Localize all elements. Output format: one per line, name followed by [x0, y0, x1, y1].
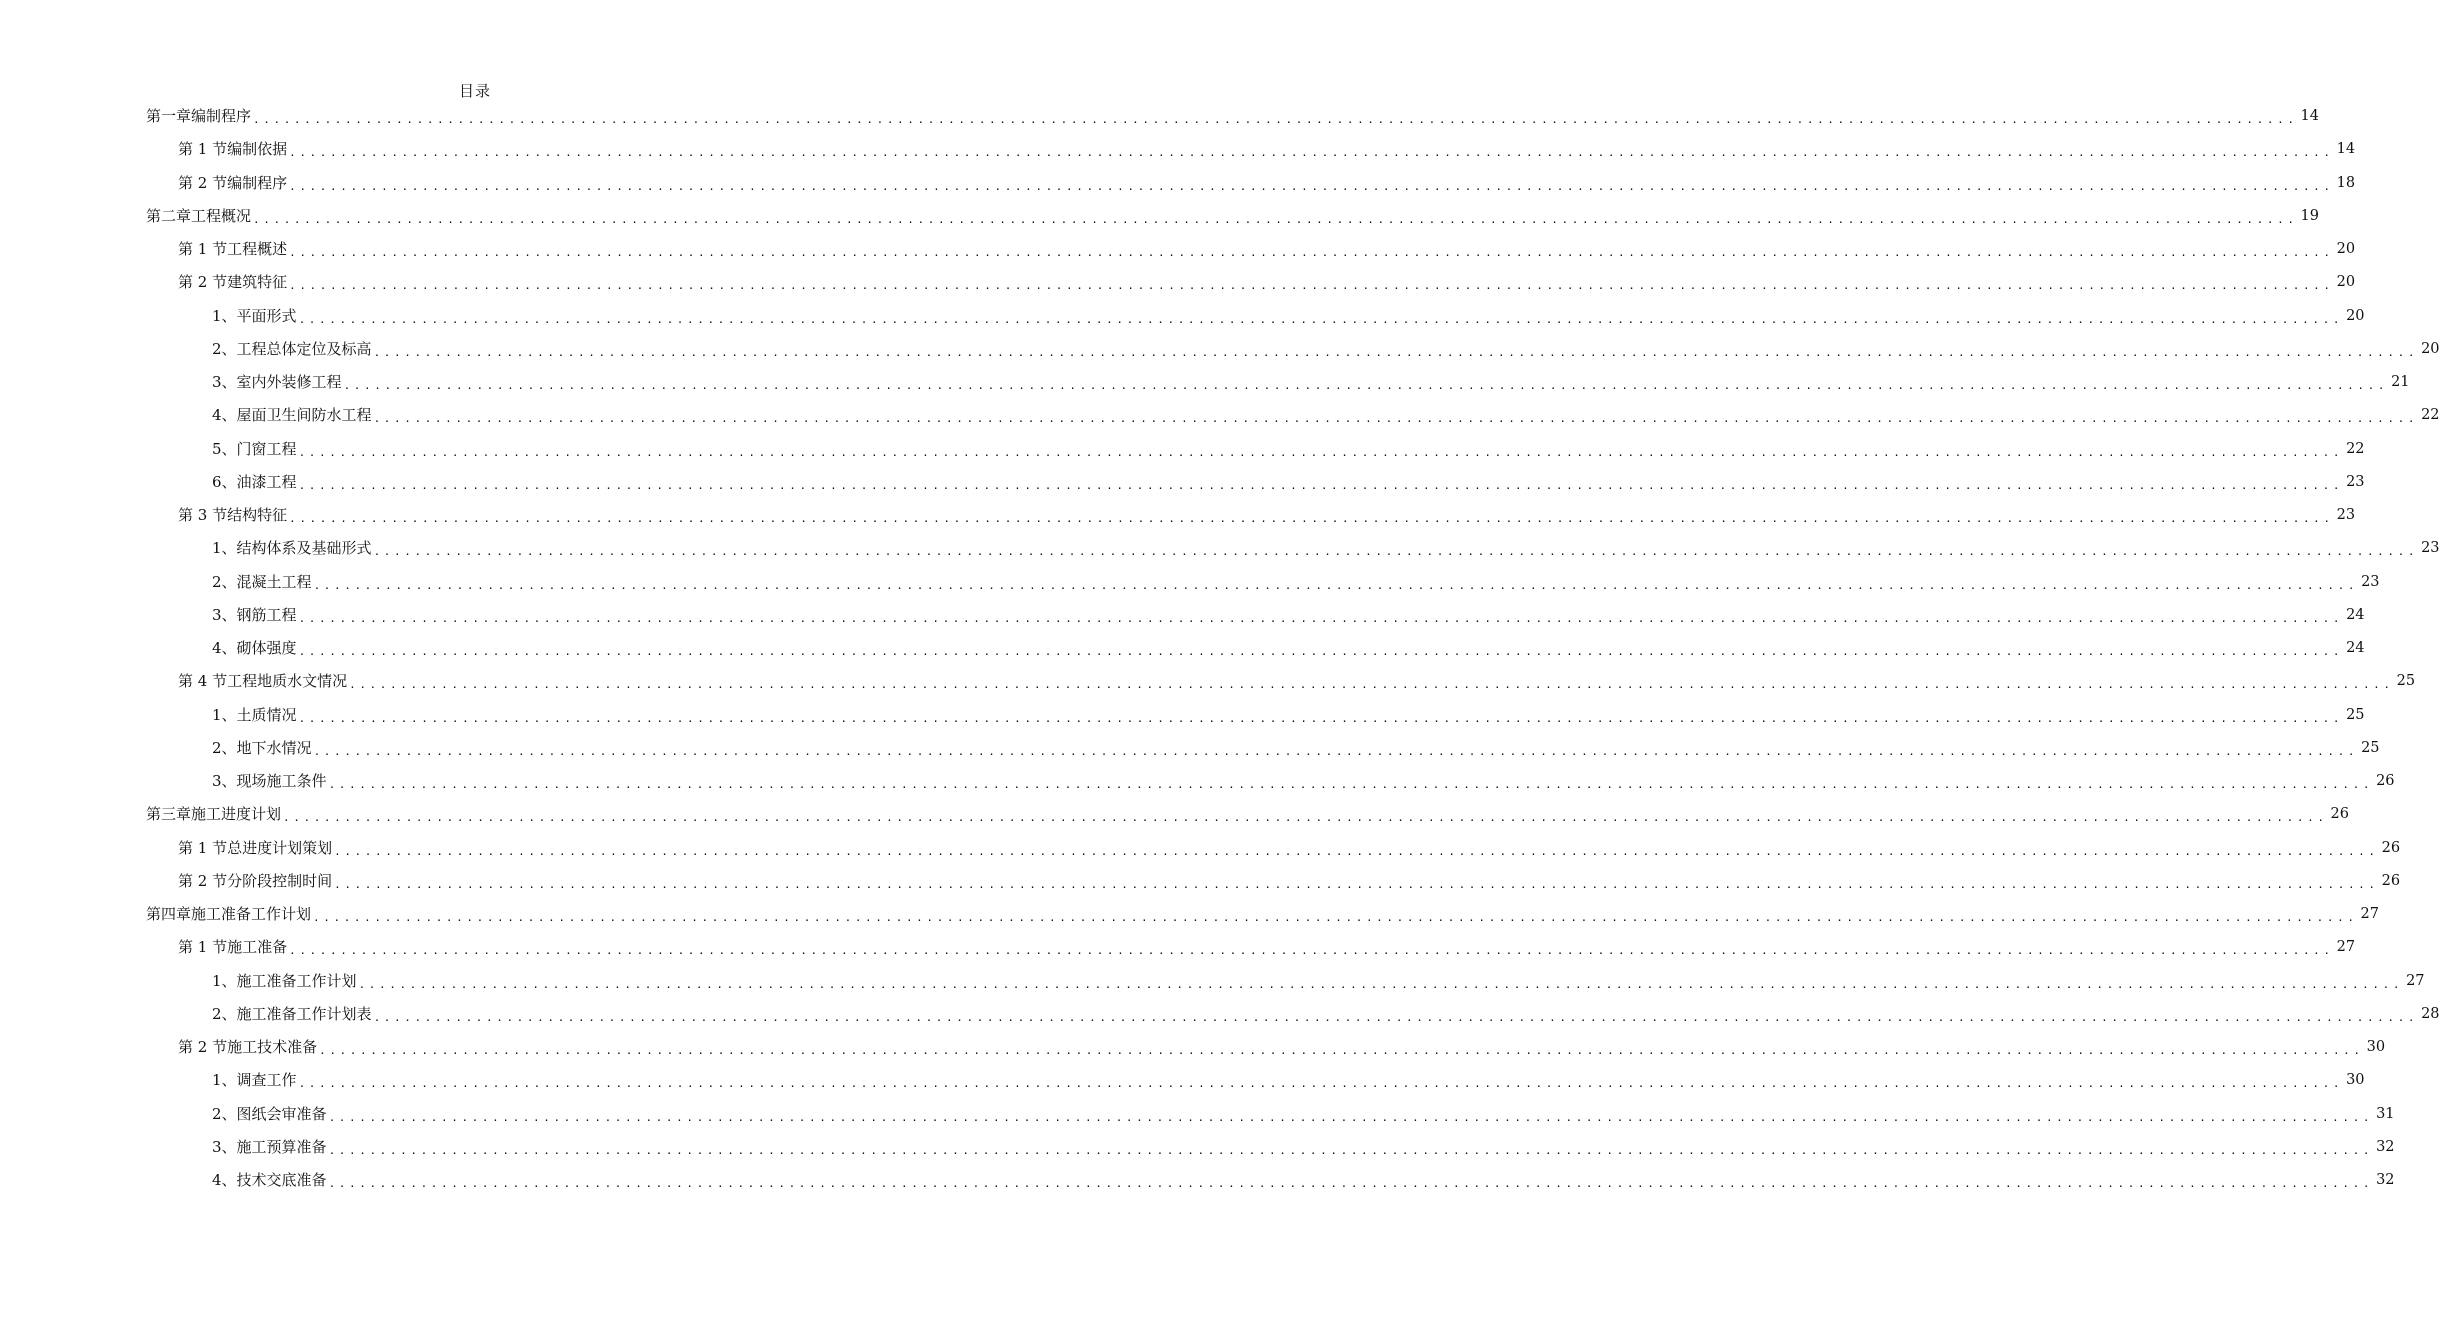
toc-entry[interactable]	[178, 665, 2416, 698]
toc-entry-page: 26	[2381, 839, 2401, 856]
toc-entry-number: 1、	[212, 306, 237, 325]
toc-entry-label: 编制程序	[227, 173, 288, 192]
toc-entry-number: 3、	[212, 373, 237, 391]
toc-entry-label: 工程地质水文情况	[227, 672, 348, 691]
toc-entry-page: 23	[2336, 507, 2356, 523]
toc-entry-label: 平面形式	[236, 306, 297, 325]
toc-entry-page: 19	[2300, 207, 2319, 224]
toc-entry[interactable]	[212, 632, 2365, 665]
toc-entry-number: 6、	[212, 472, 237, 491]
toc-leader-dots: ........................................................................................................................................................................................................	[373, 545, 2419, 559]
toc-leader-dots: ........................................................................................................................................................................................................	[289, 944, 2334, 958]
toc-entry[interactable]	[212, 599, 2365, 632]
toc-leader-dots: ........................................................................................................................................................................................................	[298, 711, 2344, 725]
toc-entry[interactable]	[178, 931, 2356, 964]
toc-entry-label: 结构特征	[227, 506, 288, 524]
toc-entry-page: 14	[2336, 141, 2356, 158]
toc-entry-label: 门窗工程	[236, 439, 297, 458]
toc-entry-number: 第 2 节	[178, 273, 228, 292]
toc-entry-page: 20	[2346, 307, 2365, 324]
toc-leader-dots: ........................................................................................................................................................................................................	[328, 778, 2374, 791]
toc-entry-label: 施工准备	[227, 938, 288, 957]
toc-entry-number: 3、	[212, 605, 237, 624]
toc-entry-label: 室内外装修工程	[236, 373, 342, 391]
toc-entry-label: 工程概况	[191, 206, 252, 225]
toc-entry[interactable]	[178, 233, 2356, 266]
toc-entry-label: 混凝土工程	[236, 572, 312, 591]
toc-entry-number: 2、	[212, 572, 237, 591]
toc-entry-number: 4、	[212, 1171, 237, 1189]
toc-entry[interactable]	[178, 167, 2356, 200]
toc-entry-page: 25	[2361, 739, 2380, 756]
toc-entry-page: 23	[2361, 573, 2380, 590]
toc-entry-page: 22	[2421, 407, 2440, 424]
toc-entry-number: 第 2 节	[178, 1038, 228, 1056]
toc-entry[interactable]	[212, 1131, 2395, 1164]
toc-leader-dots: ........................................................................................................................................................................................................	[358, 977, 2404, 991]
toc-entry-number: 第 1 节	[178, 838, 228, 857]
toc-leader-dots: ........................................................................................................................................................................................................	[289, 246, 2334, 259]
toc-entry[interactable]	[146, 898, 2379, 931]
toc-entry-page: 20	[2336, 241, 2356, 257]
toc-entry-number: 第 1 节	[178, 240, 228, 258]
toc-entry-number: 2、	[212, 339, 237, 358]
toc-entry[interactable]	[178, 1031, 2386, 1064]
toc-entry-number: 第 1 节	[178, 140, 228, 159]
toc-leader-dots: ........................................................................................................................................................................................................	[313, 911, 2358, 924]
toc-entry[interactable]	[178, 499, 2356, 532]
toc-leader-dots: ........................................................................................................................................................................................................	[298, 611, 2344, 625]
toc-entry-page: 26	[2330, 806, 2349, 823]
toc-leader-dots: ........................................................................................................................................................................................................	[373, 1010, 2419, 1024]
toc-entry[interactable]	[178, 832, 2401, 865]
toc-entry-label: 施工准备工作计划	[191, 905, 312, 923]
toc-entry-page: 24	[2346, 640, 2365, 656]
toc-leader-dots: ........................................................................................................................................................................................................	[298, 478, 2344, 492]
toc-entry-page: 32	[2376, 1138, 2395, 1155]
toc-entry-label: 工程总体定位及标高	[236, 339, 372, 358]
toc-entry-number: 第三章	[146, 805, 192, 824]
toc-entry-label: 施工技术准备	[227, 1038, 318, 1056]
toc-entry-page: 24	[2346, 606, 2365, 623]
toc-leader-dots: ........................................................................................................................................................................................................	[313, 744, 2359, 758]
toc-entry-label: 分阶段控制时间	[227, 871, 333, 890]
toc-entry[interactable]	[212, 333, 2440, 366]
toc-entry-label: 土质情况	[236, 705, 297, 724]
toc-entry-page: 21	[2391, 374, 2410, 390]
toc-entry-label: 建筑特征	[227, 273, 288, 292]
toc-entry-page: 18	[2336, 174, 2356, 191]
toc-entry[interactable]	[212, 532, 2440, 565]
toc-entry-page: 25	[2346, 706, 2365, 723]
toc-leader-dots: ........................................................................................................................................................................................................	[298, 1077, 2344, 1091]
toc-leader-dots: ........................................................................................................................................................................................................	[349, 678, 2394, 692]
toc-leader-dots: ........................................................................................................................................................................................................	[313, 578, 2359, 592]
toc-leader-dots: ........................................................................................................................................................................................................	[328, 1110, 2374, 1124]
toc-entry-page: 23	[2421, 540, 2440, 557]
toc-entry-label: 编制程序	[191, 107, 252, 125]
toc-entry-page: 32	[2376, 1172, 2395, 1188]
toc-entry-page: 27	[2406, 972, 2425, 989]
toc-entry-number: 1、	[212, 971, 237, 990]
toc-entry[interactable]	[212, 366, 2410, 399]
toc-entry[interactable]	[212, 965, 2425, 998]
toc-entry-label: 施工进度计划	[191, 805, 282, 824]
toc-entry-number: 第 2 节	[178, 871, 228, 890]
toc-entry-number: 第 3 节	[178, 506, 228, 524]
toc-entry[interactable]	[212, 300, 2365, 333]
toc-entry-page: 23	[2346, 473, 2365, 490]
toc-leader-dots: ........................................................................................................................................................................................................	[289, 179, 2334, 193]
toc-leader-dots: ........................................................................................................................................................................................................	[253, 113, 2298, 126]
toc-entry-label: 图纸会审准备	[236, 1104, 327, 1123]
toc-entry-label: 施工预算准备	[236, 1137, 327, 1156]
toc-entry-page: 27	[2360, 906, 2379, 922]
toc-entry[interactable]	[212, 998, 2440, 1031]
toc-entry-label: 调查工作	[236, 1071, 297, 1090]
toc-entry-number: 1、	[212, 705, 237, 724]
toc-entry-page: 30	[2346, 1072, 2365, 1089]
toc-entry-label: 油漆工程	[236, 472, 297, 491]
toc-leader-dots: ........................................................................................................................................................................................................	[319, 1044, 2364, 1057]
toc-entry-number: 3、	[212, 772, 237, 790]
toc-entry-label: 技术交底准备	[236, 1171, 327, 1189]
toc-entry-page: 20	[2336, 274, 2356, 291]
toc-leader-dots: ........................................................................................................................................................................................................	[373, 345, 2419, 359]
toc-leader-dots: ........................................................................................................................................................................................................	[334, 877, 2379, 891]
toc-entry-number: 1、	[212, 539, 237, 558]
toc-entry-number: 第四章	[146, 905, 192, 923]
toc-entry[interactable]	[212, 566, 2380, 599]
toc-entry-number: 3、	[212, 1137, 237, 1156]
toc-leader-dots: ........................................................................................................................................................................................................	[328, 1143, 2374, 1157]
toc-leader-dots: ........................................................................................................................................................................................................	[283, 811, 2328, 825]
toc-entry[interactable]	[178, 133, 2356, 166]
toc-leader-dots: ........................................................................................................................................................................................................	[289, 512, 2334, 525]
toc-entry-label: 砌体强度	[236, 639, 297, 657]
toc-entry-number: 2、	[212, 738, 237, 757]
toc-leader-dots: ........................................................................................................................................................................................................	[373, 412, 2419, 426]
toc-leader-dots: ........................................................................................................................................................................................................	[298, 312, 2344, 326]
toc-entry-label: 钢筋工程	[236, 605, 297, 624]
toc-leader-dots: ........................................................................................................................................................................................................	[253, 212, 2298, 226]
toc-entry[interactable]	[212, 765, 2395, 798]
toc-entry-page: 31	[2376, 1105, 2395, 1122]
toc-leader-dots: ........................................................................................................................................................................................................	[328, 1177, 2374, 1190]
toc-entry-page: 14	[2300, 108, 2319, 124]
toc-entry-label: 现场施工条件	[236, 772, 327, 790]
toc-title: 目录	[458, 82, 491, 100]
toc-entry-label: 施工准备工作计划	[236, 971, 357, 990]
toc-entry[interactable]	[212, 433, 2365, 466]
toc-entry-number: 2、	[212, 1004, 237, 1023]
toc-entry-page: 22	[2346, 440, 2365, 457]
toc-entry[interactable]	[146, 200, 2319, 233]
toc-entry[interactable]	[212, 732, 2380, 765]
toc-entry-number: 第二章	[146, 206, 192, 225]
toc-entry-page: 20	[2421, 340, 2440, 357]
toc-entry-label: 屋面卫生间防水工程	[236, 406, 372, 425]
toc-leader-dots: ........................................................................................................................................................................................................	[289, 146, 2334, 160]
toc-entry[interactable]	[178, 865, 2401, 898]
toc-entry-label: 编制依据	[227, 140, 288, 159]
toc-leader-dots: ........................................................................................................................................................................................................	[343, 379, 2389, 392]
toc-leader-dots: ........................................................................................................................................................................................................	[298, 445, 2344, 459]
toc-entry-page: 26	[2376, 773, 2395, 789]
toc-entry[interactable]	[212, 399, 2440, 432]
toc-entry-number: 2、	[212, 1104, 237, 1123]
toc-entry-number: 4、	[212, 639, 237, 657]
toc-entry[interactable]	[178, 266, 2356, 299]
toc-leader-dots: ........................................................................................................................................................................................................	[289, 279, 2334, 293]
toc-entry-page: 28	[2421, 1005, 2440, 1022]
toc-entry[interactable]	[212, 699, 2365, 732]
toc-entry-number: 4、	[212, 406, 237, 425]
toc-entry-page: 27	[2336, 939, 2356, 956]
toc-entry[interactable]	[212, 1164, 2395, 1197]
toc-entry-label: 结构体系及基础形式	[236, 539, 372, 558]
toc-leader-dots: ........................................................................................................................................................................................................	[298, 645, 2344, 658]
toc-entry-label: 工程概述	[227, 240, 288, 258]
toc-entry-number: 第 2 节	[178, 173, 228, 192]
toc-entry-label: 施工准备工作计划表	[236, 1004, 372, 1023]
toc-entry[interactable]	[212, 1064, 2365, 1097]
toc-entry[interactable]	[212, 1098, 2395, 1131]
toc-entry[interactable]	[146, 798, 2349, 831]
toc-entry-number: 第 4 节	[178, 672, 228, 691]
toc-entry-page: 25	[2396, 673, 2416, 690]
toc-entry-label: 地下水情况	[236, 738, 312, 757]
toc-entry[interactable]	[146, 100, 2319, 133]
toc-entry-number: 1、	[212, 1071, 237, 1090]
toc-leader-dots: ........................................................................................................................................................................................................	[334, 844, 2379, 858]
toc-entry-page: 30	[2366, 1039, 2386, 1055]
toc-entry-label: 总进度计划策划	[227, 838, 333, 857]
toc-entry-number: 第一章	[146, 107, 192, 125]
toc-entry-number: 第 1 节	[178, 938, 228, 957]
toc-entry-number: 5、	[212, 439, 237, 458]
toc-entry[interactable]	[212, 466, 2365, 499]
toc-entry-page: 26	[2381, 872, 2401, 889]
